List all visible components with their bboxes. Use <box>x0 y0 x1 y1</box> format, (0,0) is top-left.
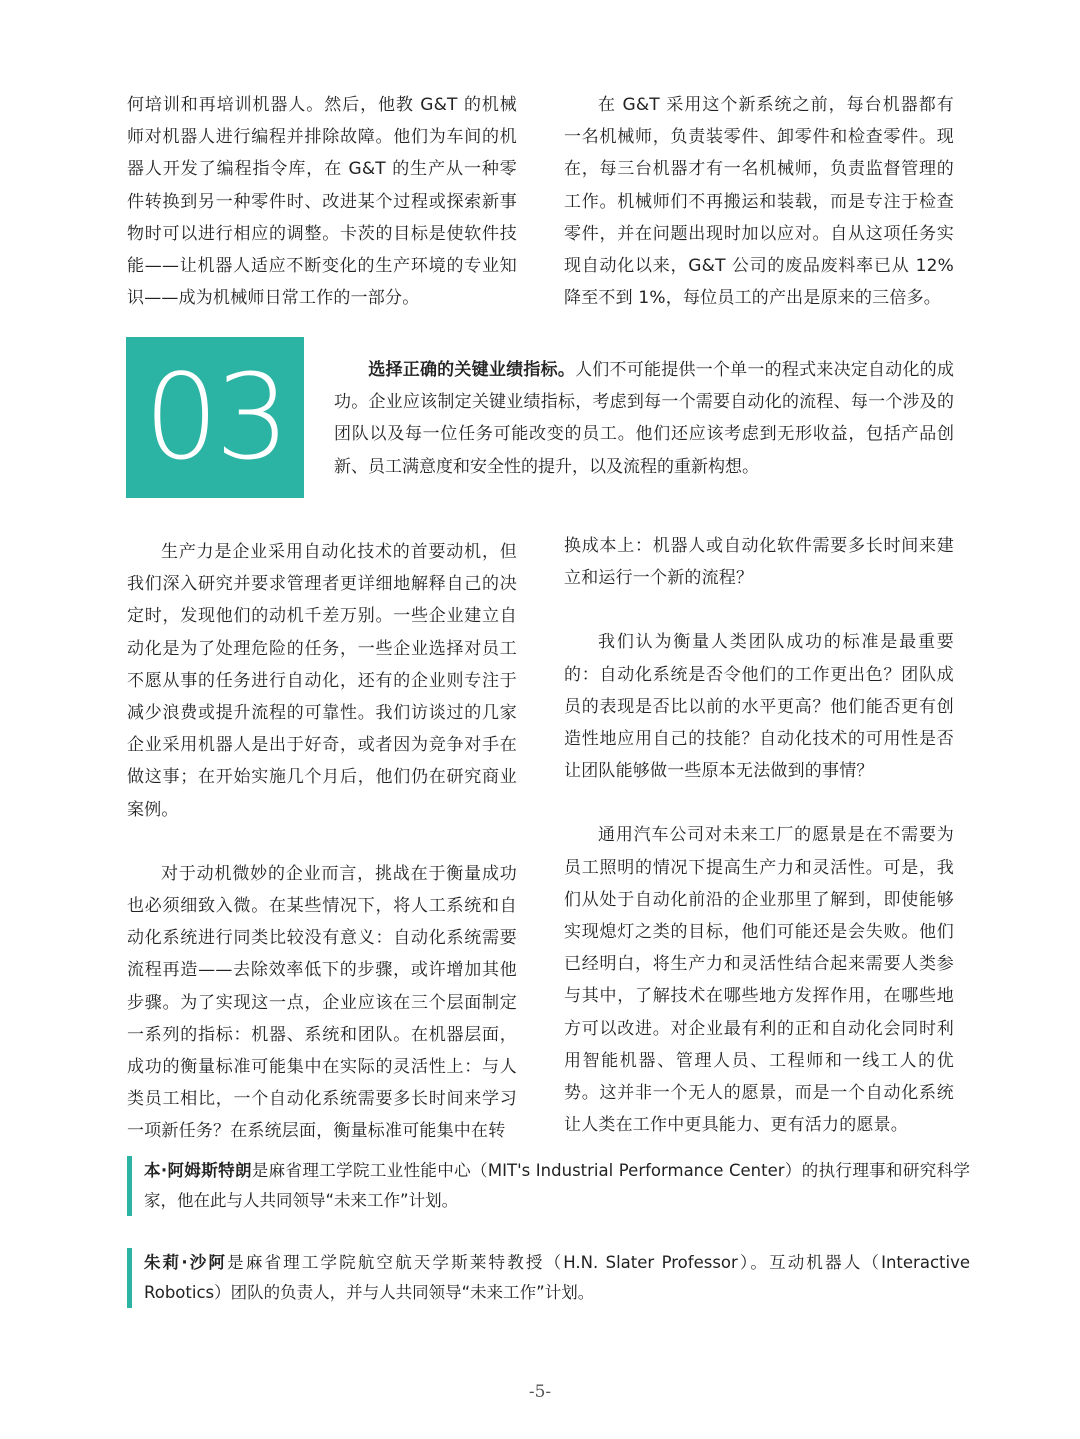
author-name: 本·阿姆斯特朗 <box>144 1161 252 1180</box>
paragraph: 对于动机微妙的企业而言，挑战在于衡量成功也必须细致入微。在某些情况下，将人工系统和自动化系统进行同类比较没有意义：自动化系统需要流程再造——去除效率低下的步骤，或许增加其他步骤。为了实现这一点，企业应该在三个层面制定一系列的指标：机器、系统和团队。在机器层面，成功的衡量标准可能集中在实际的灵活性上：与人类员工相比，一个自动化系统需要多长时间来学习一项新任务？在系统层面，衡量标准可能集中在转 <box>127 863 517 1142</box>
author-description: 是麻省理工学院航空航天学斯莱特教授（H.N. Slater Professor）。互动机器人（Interactive Robotics）团队的负责人，并与人共同领导“未来工作”计划。 <box>144 1253 970 1302</box>
top-left-column <box>127 89 517 314</box>
paragraph: 我们认为衡量人类团队成功的标准是最重要的：自动化系统是否令他们的工作更出色？团队成员的表现是否比以前的水平更高？他们能否更有创造性地应用自己的技能？自动化技术的可用性是否让团队能够做一些原本无法做到的事情？ <box>564 632 954 782</box>
paragraph: 何培训和再培训机器人。然后，他教 G&T 的机械师对机器人进行编程并排除故障。他们为车间的机器人开发了编程指令库，在 G&T 的生产从一种零件转换到另一种零件时、改进某个过程或探索新事物时可以进行相应的调整。卡茨的目标是使软件技能——让机器人适应不断变化的生产环境的专业知识——成为机械师日常工作的一部分。 <box>127 95 517 309</box>
left-column <box>127 536 517 1148</box>
paragraph: 生产力是企业采用自动化技术的首要动机，但我们深入研究并要求管理者更详细地解释自己的决定时，发现他们的动机千差万别。一些企业建立自动化是为了处理危险的任务，一些企业选择对员工不愿从事的任务进行自动化，还有的企业则专注于减少浪费或提升流程的可靠性。我们访谈过的几家企业采用机器人是出于好奇，或者因为竞争对手在做这事；在开始实施几个月后，他们仍在研究商业案例。 <box>127 542 517 820</box>
section-intro <box>334 354 954 483</box>
paragraph: 换成本上：机器人或自动化软件需要多长时间来建立和运行一个新的流程？ <box>564 536 954 589</box>
author-bio <box>127 1248 970 1308</box>
author-description: 是麻省理工学院工业性能中心（MIT's Industrial Performance Center）的执行理事和研究科学家，他在此与人共同领导“未来工作”计划。 <box>144 1161 970 1210</box>
right-column <box>564 530 954 1141</box>
section-text: 人们不可能提供一个单一的程式来决定自动化的成功。企业应该制定关键业绩指标，考虑到每一个需要自动化的流程、每一个涉及的团队以及每一位任务可能改变的员工。他们还应该考虑到无形收益，包括产品创新、员工满意度和安全性的提升，以及流程的重新构想。 <box>334 360 955 477</box>
page-number: -5- <box>528 1382 552 1402</box>
author-bio <box>127 1156 970 1216</box>
section-lead: 选择正确的关键业绩指标。 <box>368 360 576 380</box>
author-name: 朱莉·沙阿 <box>144 1253 228 1272</box>
section-number-box: 03 <box>126 337 304 498</box>
paragraph: 通用汽车公司对未来工厂的愿景是在不需要为员工照明的情况下提高生产力和灵活性。可是，我们从处于自动化前沿的企业那里了解到，即使能够实现熄灯之类的目标，他们可能还是会失败。他们已经明白，将生产力和灵活性结合起来需要人类参与其中，了解技术在哪些地方发挥作用，在哪些地方可以改进。对企业最有利的正和自动化会同时利用智能机器、管理人员、工程师和一线工人的优势。这并非一个无人的愿景，而是一个自动化系统让人类在工作中更具能力、更有活力的愿景。 <box>564 825 954 1136</box>
top-right-column <box>564 89 954 314</box>
paragraph: 在 G&T 采用这个新系统之前，每台机器都有一名机械师，负责装零件、卸零件和检查零件。现在，每三台机器才有一名机械师，负责监督管理的工作。机械师们不再搬运和装载，而是专注于检查零件，并在问题出现时加以应对。自从这项任务实现自动化以来，G&T 公司的废品废料率已从 12% 降至不到 1%，每位员工的产出是原来的三倍多。 <box>564 95 954 309</box>
